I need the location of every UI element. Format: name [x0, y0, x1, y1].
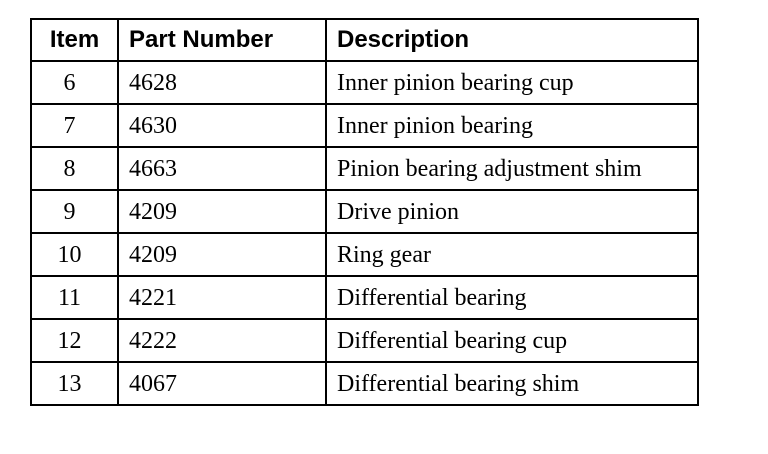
item-number: 9 [31, 190, 118, 233]
table-row [31, 104, 698, 147]
part-number: 4209 [118, 190, 326, 233]
part-description: Inner pinion bearing [326, 104, 698, 147]
item-number: 7 [31, 104, 118, 147]
header-description: Description [326, 19, 698, 61]
part-number: 4628 [118, 61, 326, 104]
parts-table [30, 18, 699, 406]
part-number: 4209 [118, 233, 326, 276]
item-number: 10 [31, 233, 118, 276]
part-description: Ring gear [326, 233, 698, 276]
table-row [31, 61, 698, 104]
table-header-row [31, 19, 698, 61]
table-row [31, 362, 698, 405]
part-number: 4663 [118, 147, 326, 190]
item-number: 13 [31, 362, 118, 405]
part-number: 4067 [118, 362, 326, 405]
part-description: Differential bearing [326, 276, 698, 319]
part-description: Differential bearing shim [326, 362, 698, 405]
part-description: Drive pinion [326, 190, 698, 233]
table-row [31, 190, 698, 233]
table-row [31, 276, 698, 319]
item-number: 6 [31, 61, 118, 104]
table-row [31, 233, 698, 276]
item-number: 11 [31, 276, 118, 319]
table-row [31, 147, 698, 190]
part-number: 4222 [118, 319, 326, 362]
table-row [31, 319, 698, 362]
part-description: Inner pinion bearing cup [326, 61, 698, 104]
part-description: Differential bearing cup [326, 319, 698, 362]
header-part-number: Part Number [118, 19, 326, 61]
part-description: Pinion bearing adjustment shim [326, 147, 698, 190]
part-number: 4630 [118, 104, 326, 147]
item-number: 8 [31, 147, 118, 190]
item-number: 12 [31, 319, 118, 362]
header-item: Item [31, 19, 118, 61]
part-number: 4221 [118, 276, 326, 319]
